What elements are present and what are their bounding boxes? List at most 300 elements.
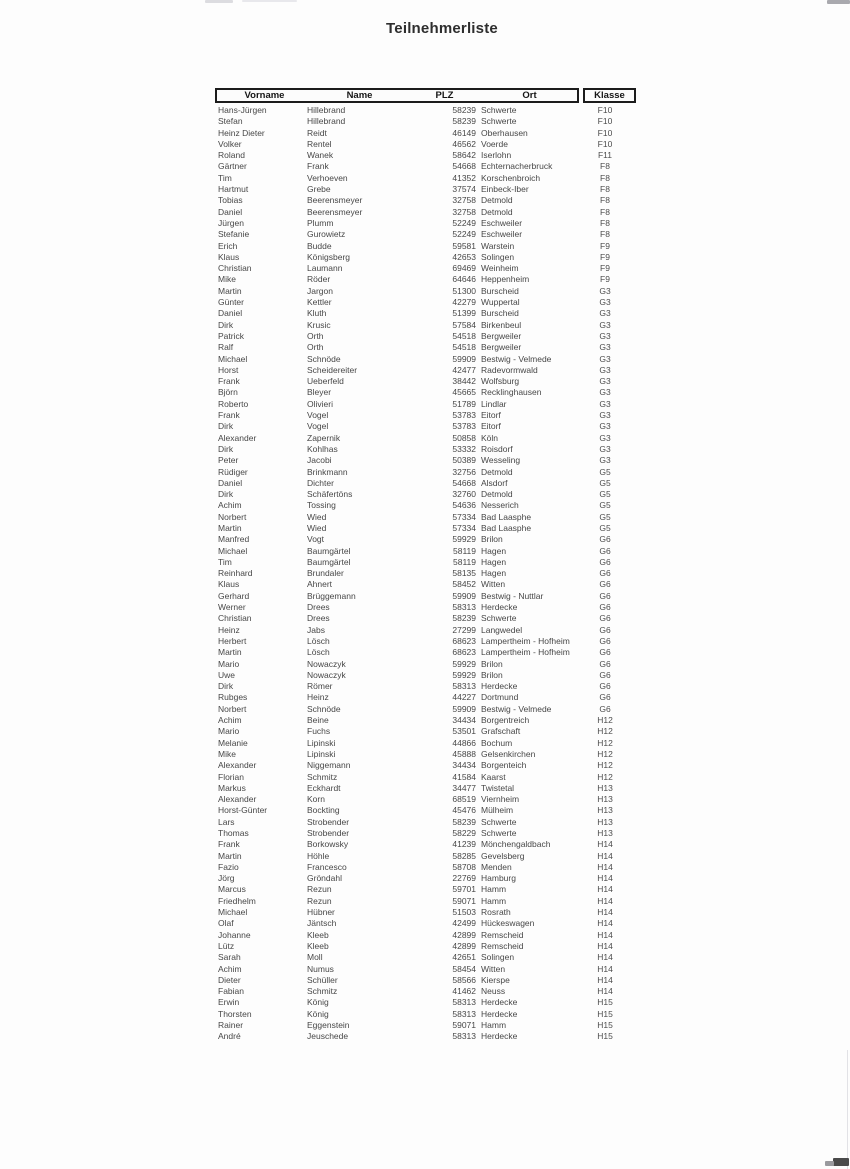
cell-name: Schmitz bbox=[307, 771, 338, 782]
cell-name: Baumgärtel bbox=[307, 545, 351, 556]
cell-klasse: H14 bbox=[597, 884, 613, 895]
cell-klasse: G3 bbox=[599, 443, 611, 454]
cell-klasse: G5 bbox=[599, 500, 611, 511]
cell-plz: 58229 bbox=[452, 828, 476, 838]
cell-plz: 53783 bbox=[452, 421, 476, 432]
cell-ort: Eitorf bbox=[481, 421, 501, 432]
cell-vorname: Martin bbox=[218, 522, 242, 533]
table-row bbox=[215, 884, 636, 895]
cell-plz: 59071 bbox=[452, 1020, 476, 1031]
table-row bbox=[215, 523, 636, 534]
cell-name: Lösch bbox=[307, 647, 330, 658]
table-row bbox=[215, 964, 636, 975]
cell-plz: 51300 bbox=[452, 285, 476, 296]
cell-plz: 51503 bbox=[452, 907, 476, 918]
cell-ort: Herdecke bbox=[481, 1008, 518, 1019]
table-row bbox=[215, 455, 636, 466]
cell-ort: Bad Laasphe bbox=[481, 522, 532, 533]
cell-vorname: Sarah bbox=[218, 952, 241, 963]
cell-klasse: F10 bbox=[597, 105, 613, 115]
table-row bbox=[215, 128, 636, 139]
cell-vorname: Reinhard bbox=[218, 568, 253, 579]
cell-klasse: F8 bbox=[600, 206, 610, 217]
cell-ort: Lindlar bbox=[481, 398, 507, 409]
table-row bbox=[215, 681, 636, 692]
cell-ort: Kaarst bbox=[481, 771, 506, 782]
cell-name: Rezun bbox=[307, 884, 332, 895]
table-row bbox=[215, 105, 636, 116]
cell-ort: Mülheim bbox=[481, 805, 514, 816]
table-row bbox=[215, 241, 636, 252]
cell-klasse: G5 bbox=[599, 489, 611, 500]
cell-vorname: Mario bbox=[218, 726, 240, 737]
cell-klasse: F8 bbox=[600, 229, 610, 240]
cell-name: Gurowietz bbox=[307, 229, 346, 240]
column-header-name: Name bbox=[346, 90, 373, 101]
table-row bbox=[215, 941, 636, 952]
cell-name: Rezun bbox=[307, 895, 332, 906]
cell-plz: 42477 bbox=[452, 364, 476, 375]
cell-ort: Schwerte bbox=[481, 816, 517, 827]
cell-plz: 57584 bbox=[452, 319, 476, 330]
cell-vorname: Hans-Jürgen bbox=[218, 105, 267, 115]
cell-vorname: Michael bbox=[218, 907, 248, 918]
cell-ort: Eschweiler bbox=[481, 217, 523, 228]
cell-name: Jacobi bbox=[307, 455, 332, 466]
cell-name: Wied bbox=[307, 511, 327, 522]
cell-ort: Remscheid bbox=[481, 929, 524, 940]
cell-plz: 54518 bbox=[452, 342, 476, 353]
table-row bbox=[215, 116, 636, 127]
cell-ort: Köln bbox=[481, 432, 499, 443]
cell-ort: Voerde bbox=[481, 138, 508, 149]
cell-vorname: Achim bbox=[218, 500, 242, 511]
cell-name: Lipinski bbox=[307, 737, 336, 748]
cell-ort: Hagen bbox=[481, 556, 507, 567]
cell-vorname: Friedhelm bbox=[218, 895, 256, 906]
cell-name: Hübner bbox=[307, 907, 335, 918]
cell-vorname: Günter bbox=[218, 297, 244, 308]
cell-vorname: Gerhard bbox=[218, 590, 250, 601]
cell-vorname: Horst-Günter bbox=[218, 805, 268, 816]
cell-name: Kohlhas bbox=[307, 443, 338, 454]
cell-vorname: Klaus bbox=[218, 579, 240, 590]
cell-vorname: Michael bbox=[218, 545, 248, 556]
cell-klasse: G3 bbox=[599, 410, 611, 421]
cell-name: Budde bbox=[307, 240, 332, 251]
cell-vorname: Peter bbox=[218, 455, 239, 466]
page-title: Teilnehmerliste bbox=[386, 20, 498, 37]
cell-ort: Detmold bbox=[481, 466, 513, 477]
cell-plz: 69469 bbox=[452, 263, 476, 274]
cell-ort: Grafschaft bbox=[481, 726, 521, 737]
cell-ort: Warstein bbox=[481, 240, 515, 251]
cell-klasse: G6 bbox=[599, 669, 611, 680]
cell-ort: Recklinghausen bbox=[481, 387, 542, 398]
table-row bbox=[215, 930, 636, 941]
cell-klasse: G6 bbox=[599, 602, 611, 613]
cell-ort: Remscheid bbox=[481, 940, 524, 951]
cell-plz: 59909 bbox=[452, 590, 476, 601]
cell-name: Numus bbox=[307, 963, 334, 974]
cell-vorname: Hartmut bbox=[218, 184, 249, 195]
cell-klasse: G3 bbox=[599, 342, 611, 353]
cell-name: Strobender bbox=[307, 816, 350, 827]
cell-ort: Echternacherbruck bbox=[481, 161, 553, 172]
cell-plz: 41239 bbox=[452, 839, 476, 850]
cell-name: Schüller bbox=[307, 974, 338, 985]
cell-name: Verhoeven bbox=[307, 172, 348, 183]
table-row bbox=[215, 478, 636, 489]
cell-ort: Brilon bbox=[481, 658, 503, 669]
cell-ort: Roisdorf bbox=[481, 443, 513, 454]
cell-name: Königsberg bbox=[307, 251, 351, 262]
cell-vorname: Christian bbox=[218, 613, 252, 624]
cell-plz: 58313 bbox=[452, 1008, 476, 1019]
table-row bbox=[215, 342, 636, 353]
table-row bbox=[215, 907, 636, 918]
cell-vorname: Achim bbox=[218, 963, 242, 974]
cell-ort: Birkenbeul bbox=[481, 319, 522, 330]
cell-klasse: H13 bbox=[597, 805, 613, 816]
cell-klasse: H13 bbox=[597, 828, 613, 838]
cell-plz: 22769 bbox=[452, 873, 476, 884]
cell-klasse: H14 bbox=[597, 861, 613, 872]
cell-name: Nowaczyk bbox=[307, 669, 346, 680]
cell-ort: Hamm bbox=[481, 1020, 507, 1031]
cell-plz: 45476 bbox=[452, 805, 476, 816]
cell-klasse: F9 bbox=[600, 240, 610, 251]
table-row bbox=[215, 783, 636, 794]
cell-vorname: Erwin bbox=[218, 997, 240, 1008]
cell-name: Jabs bbox=[307, 624, 325, 635]
cell-vorname: Alexander bbox=[218, 432, 257, 443]
cell-klasse: G3 bbox=[599, 353, 611, 364]
cell-vorname: Rüdiger bbox=[218, 466, 248, 477]
cell-klasse: H14 bbox=[597, 850, 613, 861]
cell-vorname: Frank bbox=[218, 410, 240, 421]
cell-vorname: Rubges bbox=[218, 692, 248, 703]
table-row bbox=[215, 817, 636, 828]
cell-plz: 34434 bbox=[452, 715, 476, 726]
table-header-klasse-box bbox=[583, 88, 636, 103]
cell-plz: 42899 bbox=[452, 929, 476, 940]
cell-vorname: Roland bbox=[218, 150, 245, 161]
cell-plz: 54668 bbox=[452, 161, 476, 172]
cell-ort: Hückeswagen bbox=[481, 918, 535, 929]
cell-vorname: André bbox=[218, 1031, 241, 1042]
cell-plz: 58566 bbox=[452, 974, 476, 985]
cell-name: Vogel bbox=[307, 410, 329, 421]
cell-klasse: G6 bbox=[599, 624, 611, 635]
table-row bbox=[215, 975, 636, 986]
cell-name: Kettler bbox=[307, 297, 332, 308]
cell-klasse: G3 bbox=[599, 398, 611, 409]
table-row bbox=[215, 195, 636, 206]
cell-name: Lösch bbox=[307, 635, 330, 646]
cell-name: Ahnert bbox=[307, 579, 333, 590]
cell-ort: Hamm bbox=[481, 884, 507, 895]
cell-plz: 58313 bbox=[452, 602, 476, 613]
cell-plz: 32758 bbox=[452, 195, 476, 206]
cell-klasse: G3 bbox=[599, 387, 611, 398]
cell-vorname: Jörg bbox=[218, 873, 235, 884]
cell-klasse: G3 bbox=[599, 297, 611, 308]
cell-ort: Gelsenkirchen bbox=[481, 748, 536, 759]
cell-vorname: Rainer bbox=[218, 1020, 244, 1031]
cell-ort: Gevelsberg bbox=[481, 850, 525, 861]
cell-vorname: Martin bbox=[218, 647, 242, 658]
cell-name: Beerensmeyer bbox=[307, 195, 363, 206]
cell-name: Brinkmann bbox=[307, 466, 348, 477]
scan-artifact-bottom-right bbox=[833, 1158, 849, 1166]
cell-vorname: Manfred bbox=[218, 534, 250, 545]
cell-plz: 59929 bbox=[452, 658, 476, 669]
table-row bbox=[215, 252, 636, 263]
cell-klasse: G5 bbox=[599, 466, 611, 477]
cell-plz: 42651 bbox=[452, 952, 476, 963]
cell-vorname: Erich bbox=[218, 240, 238, 251]
cell-plz: 57334 bbox=[452, 522, 476, 533]
cell-klasse: H12 bbox=[597, 737, 613, 748]
cell-plz: 58239 bbox=[452, 613, 476, 624]
scan-artifact-top-left-2 bbox=[242, 0, 297, 2]
cell-plz: 59701 bbox=[452, 884, 476, 895]
cell-ort: Twistetal bbox=[481, 782, 515, 793]
cell-ort: Hagen bbox=[481, 568, 507, 579]
table-row bbox=[215, 896, 636, 907]
cell-klasse: G3 bbox=[599, 330, 611, 341]
cell-ort: Bestwig - Velmede bbox=[481, 353, 552, 364]
table-row bbox=[215, 433, 636, 444]
cell-klasse: G6 bbox=[599, 590, 611, 601]
table-row bbox=[215, 218, 636, 229]
cell-name: Rentel bbox=[307, 138, 332, 149]
table-row bbox=[215, 918, 636, 929]
cell-name: Kleeb bbox=[307, 940, 329, 951]
cell-plz: 64646 bbox=[452, 274, 476, 285]
cell-vorname: Jürgen bbox=[218, 217, 244, 228]
cell-plz: 57334 bbox=[452, 511, 476, 522]
cell-klasse: F10 bbox=[597, 116, 613, 127]
cell-name: Ueberfeld bbox=[307, 376, 344, 387]
cell-klasse: F8 bbox=[600, 172, 610, 183]
cell-ort: Wesseling bbox=[481, 455, 521, 466]
cell-name: Eckhardt bbox=[307, 782, 341, 793]
cell-klasse: H13 bbox=[597, 794, 613, 805]
cell-klasse: G6 bbox=[599, 635, 611, 646]
table-row bbox=[215, 557, 636, 568]
cell-plz: 58313 bbox=[452, 997, 476, 1008]
cell-klasse: H14 bbox=[597, 986, 613, 997]
cell-vorname: Dirk bbox=[218, 443, 234, 454]
cell-name: Brundaler bbox=[307, 568, 344, 579]
cell-ort: Viernheim bbox=[481, 794, 520, 805]
table-row bbox=[215, 1031, 636, 1042]
table-row bbox=[215, 399, 636, 410]
table-row bbox=[215, 625, 636, 636]
cell-ort: Lampertheim - Hofheim bbox=[481, 647, 570, 658]
cell-klasse: G6 bbox=[599, 703, 611, 714]
cell-vorname: Thomas bbox=[218, 828, 249, 838]
cell-klasse: H14 bbox=[597, 929, 613, 940]
cell-ort: Menden bbox=[481, 861, 512, 872]
cell-ort: Alsdorf bbox=[481, 477, 508, 488]
cell-ort: Eschweiler bbox=[481, 229, 523, 240]
cell-vorname: Christian bbox=[218, 263, 252, 274]
cell-plz: 58119 bbox=[452, 545, 476, 556]
cell-name: Korn bbox=[307, 794, 325, 805]
cell-name: Moll bbox=[307, 952, 323, 963]
cell-klasse: F8 bbox=[600, 195, 610, 206]
cell-ort: Witten bbox=[481, 579, 506, 590]
cell-vorname: Heinz Dieter bbox=[218, 127, 265, 138]
cell-plz: 68623 bbox=[452, 635, 476, 646]
cell-klasse: F10 bbox=[597, 138, 613, 149]
cell-vorname: Lütz bbox=[218, 940, 235, 951]
scan-artifact-top-right bbox=[827, 0, 850, 4]
table-header-main-box bbox=[215, 88, 579, 103]
cell-vorname: Volker bbox=[218, 138, 242, 149]
cell-name: Vogel bbox=[307, 421, 329, 432]
cell-vorname: Fabian bbox=[218, 986, 244, 997]
table-row bbox=[215, 421, 636, 432]
cell-klasse: G5 bbox=[599, 522, 611, 533]
table-row bbox=[215, 184, 636, 195]
cell-klasse: G3 bbox=[599, 376, 611, 387]
cell-plz: 59929 bbox=[452, 669, 476, 680]
cell-name: Fuchs bbox=[307, 726, 331, 737]
cell-plz: 53501 bbox=[452, 726, 476, 737]
table-row bbox=[215, 139, 636, 150]
cell-ort: Weinheim bbox=[481, 263, 519, 274]
cell-klasse: H14 bbox=[597, 963, 613, 974]
cell-klasse: G6 bbox=[599, 556, 611, 567]
column-header-klasse: Klasse bbox=[594, 90, 625, 101]
cell-ort: Borgentreich bbox=[481, 715, 530, 726]
cell-plz: 58454 bbox=[452, 963, 476, 974]
cell-plz: 42899 bbox=[452, 940, 476, 951]
cell-vorname: Patrick bbox=[218, 330, 244, 341]
cell-plz: 59909 bbox=[452, 353, 476, 364]
cell-plz: 37574 bbox=[452, 184, 476, 195]
cell-name: Reidt bbox=[307, 127, 327, 138]
cell-ort: Dortmund bbox=[481, 692, 519, 703]
cell-klasse: H15 bbox=[597, 1008, 613, 1019]
table-row bbox=[215, 161, 636, 172]
cell-plz: 53783 bbox=[452, 410, 476, 421]
table-row bbox=[215, 546, 636, 557]
cell-vorname: Dirk bbox=[218, 421, 234, 432]
cell-name: Plumm bbox=[307, 217, 334, 228]
cell-plz: 46149 bbox=[452, 127, 476, 138]
table-row bbox=[215, 670, 636, 681]
cell-ort: Heppenheim bbox=[481, 274, 530, 285]
cell-plz: 45665 bbox=[452, 387, 476, 398]
cell-klasse: G3 bbox=[599, 421, 611, 432]
cell-name: Nowaczyk bbox=[307, 658, 346, 669]
cell-ort: Bergweiler bbox=[481, 342, 522, 353]
cell-name: Grebe bbox=[307, 184, 331, 195]
cell-name: Vogt bbox=[307, 534, 325, 545]
table-row bbox=[215, 1009, 636, 1020]
cell-plz: 50389 bbox=[452, 455, 476, 466]
cell-vorname: Björn bbox=[218, 387, 238, 398]
cell-name: Röder bbox=[307, 274, 331, 285]
table-row bbox=[215, 986, 636, 997]
cell-plz: 27299 bbox=[452, 624, 476, 635]
cell-vorname: Ralf bbox=[218, 342, 234, 353]
cell-klasse: H14 bbox=[597, 952, 613, 963]
cell-ort: Burscheid bbox=[481, 285, 519, 296]
cell-plz: 54668 bbox=[452, 477, 476, 488]
cell-name: Gröndahl bbox=[307, 873, 342, 884]
cell-vorname: Alexander bbox=[218, 794, 257, 805]
cell-vorname: Martin bbox=[218, 850, 242, 861]
table-row bbox=[215, 839, 636, 850]
cell-vorname: Norbert bbox=[218, 703, 247, 714]
cell-plz: 42279 bbox=[452, 297, 476, 308]
cell-klasse: G6 bbox=[599, 613, 611, 624]
cell-name: Kluth bbox=[307, 308, 327, 319]
cell-name: Jargon bbox=[307, 285, 333, 296]
cell-plz: 52249 bbox=[452, 217, 476, 228]
table-row bbox=[215, 387, 636, 398]
cell-plz: 58239 bbox=[452, 105, 476, 115]
cell-ort: Iserlohn bbox=[481, 150, 512, 161]
cell-name: Jäntsch bbox=[307, 918, 337, 929]
table-row bbox=[215, 444, 636, 455]
cell-ort: Oberhausen bbox=[481, 127, 528, 138]
cell-name: Heinz bbox=[307, 692, 329, 703]
cell-name: Olivieri bbox=[307, 398, 333, 409]
cell-klasse: F8 bbox=[600, 217, 610, 228]
cell-plz: 34477 bbox=[452, 782, 476, 793]
cell-ort: Rosrath bbox=[481, 907, 511, 918]
cell-vorname: Roberto bbox=[218, 398, 249, 409]
cell-ort: Herdecke bbox=[481, 1031, 518, 1042]
cell-name: Tossing bbox=[307, 500, 336, 511]
cell-vorname: Frank bbox=[218, 376, 240, 387]
cell-vorname: Heinz bbox=[218, 624, 240, 635]
cell-vorname: Johanne bbox=[218, 929, 251, 940]
table-row bbox=[215, 173, 636, 184]
cell-name: Scheidereiter bbox=[307, 364, 358, 375]
cell-name: Beine bbox=[307, 715, 329, 726]
cell-ort: Neuss bbox=[481, 986, 506, 997]
cell-vorname: Tobias bbox=[218, 195, 243, 206]
cell-klasse: H12 bbox=[597, 771, 613, 782]
cell-ort: Witten bbox=[481, 963, 506, 974]
cell-klasse: H15 bbox=[597, 1020, 613, 1031]
cell-plz: 32760 bbox=[452, 489, 476, 500]
cell-ort: Bochum bbox=[481, 737, 513, 748]
scan-artifact-right-edge bbox=[847, 1050, 848, 1169]
cell-ort: Schwerte bbox=[481, 116, 517, 127]
cell-klasse: G6 bbox=[599, 545, 611, 556]
cell-plz: 68623 bbox=[452, 647, 476, 658]
cell-plz: 59929 bbox=[452, 534, 476, 545]
cell-vorname: Alexander bbox=[218, 760, 257, 771]
column-header-plz: PLZ bbox=[435, 90, 454, 101]
cell-name: Orth bbox=[307, 342, 324, 353]
table-row bbox=[215, 331, 636, 342]
table-row bbox=[215, 692, 636, 703]
column-header-vorname: Vorname bbox=[244, 90, 285, 101]
table-row bbox=[215, 613, 636, 624]
cell-ort: Bad Laasphe bbox=[481, 511, 532, 522]
cell-klasse: G3 bbox=[599, 455, 611, 466]
